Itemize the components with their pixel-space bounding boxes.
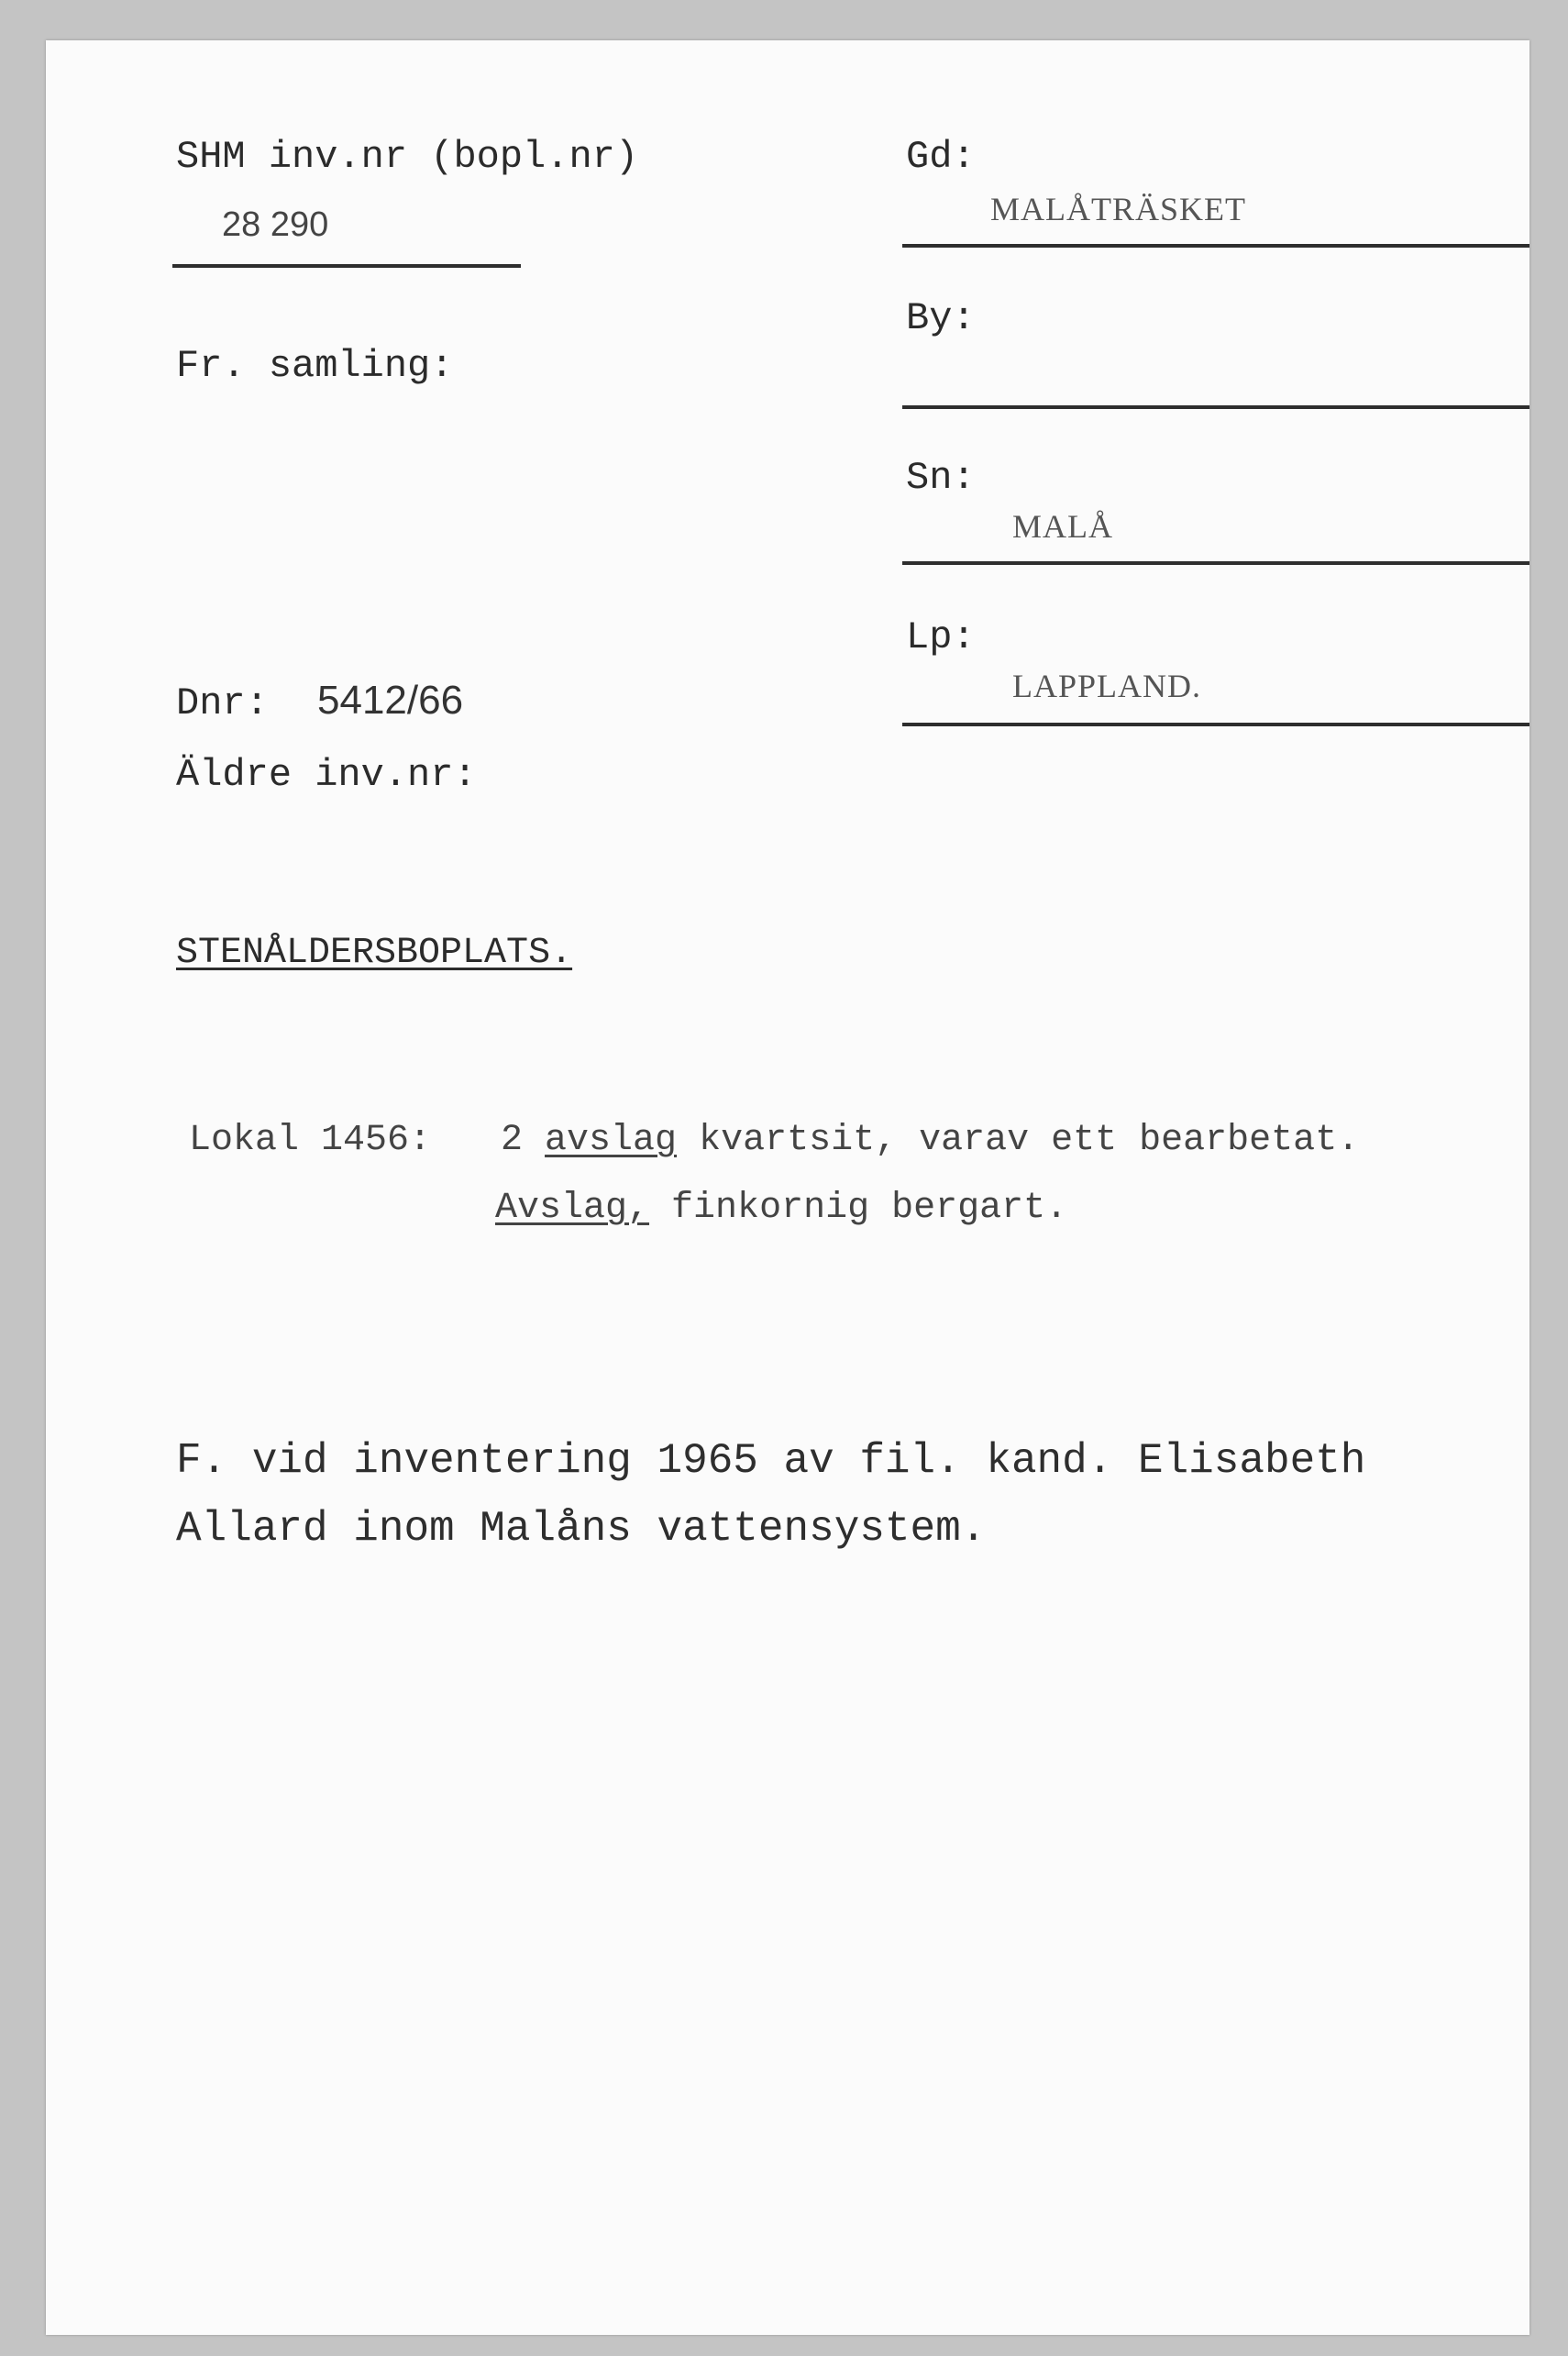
by-label: By: (906, 296, 976, 340)
sn-value: MALÅ (1012, 508, 1113, 545)
lp-label: Lp: (906, 615, 976, 659)
lokal-label: Lokal 1456: (189, 1120, 432, 1161)
finds-term-avslag-2: Avslag, (495, 1188, 650, 1229)
finds-line-1 (501, 1120, 1360, 1161)
by-rule (902, 405, 1529, 409)
dnr-value: 5412/66 (317, 678, 464, 723)
sn-rule (902, 561, 1529, 565)
sn-label: Sn: (906, 456, 976, 500)
finds-term-avslag: avslag (545, 1120, 678, 1161)
finds-count: 2 (501, 1120, 524, 1161)
find-note-line-1: F. vid inventering 1965 av fil. kand. Elisabeth (176, 1437, 1366, 1485)
fr-samling-label: Fr. samling: (176, 344, 454, 388)
find-note-line-2: Allard inom Malåns vattensystem. (176, 1505, 987, 1553)
gd-rule (902, 244, 1529, 248)
dnr-label: Dnr: (176, 681, 269, 725)
finds-line-2 (495, 1190, 1067, 1227)
gd-value: MALÅTRÄSKET (990, 191, 1246, 227)
gd-label: Gd: (906, 135, 976, 179)
catalog-card (46, 40, 1529, 2335)
lp-rule (902, 723, 1529, 726)
lp-value: LAPPLAND. (1012, 668, 1202, 704)
site-heading: STENÅLDERSBOPLATS. (176, 933, 573, 974)
inv-nr-rule (172, 264, 521, 268)
finds-line-2-rest: finkornig bergart. (671, 1188, 1068, 1229)
aldre-inv-nr-label: Äldre inv.nr: (176, 753, 477, 797)
inv-nr-label: SHM inv.nr (bopl.nr) (176, 135, 639, 179)
inv-nr-value: 28 290 (222, 205, 329, 244)
finds-line-1-rest: kvartsit, varav ett bearbetat. (699, 1120, 1360, 1161)
